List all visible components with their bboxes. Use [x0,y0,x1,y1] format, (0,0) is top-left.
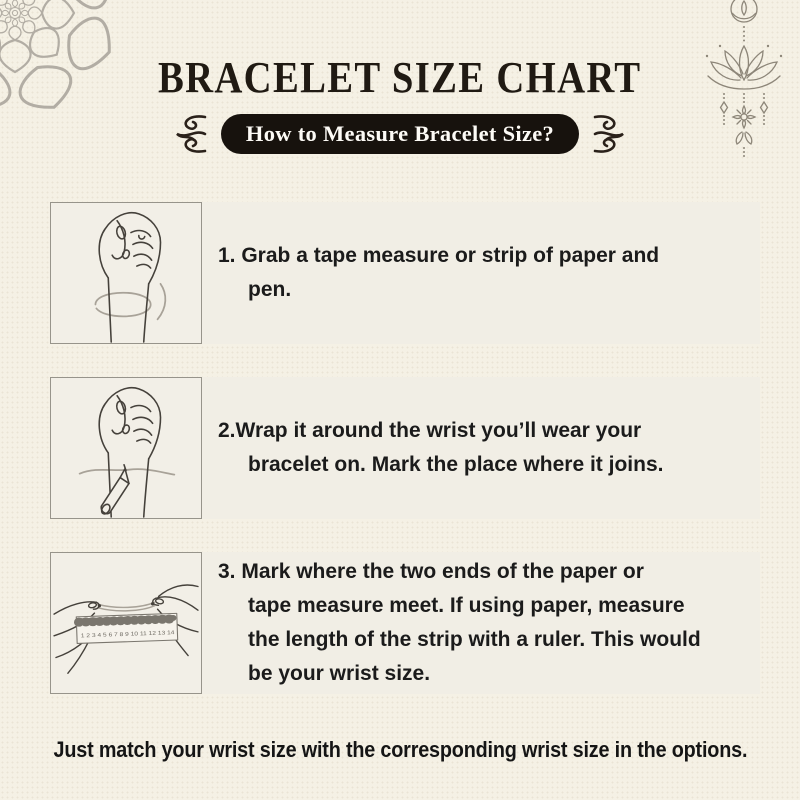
flourish-right-icon [592,112,626,156]
subtitle-row [0,112,800,156]
step-3-text [202,552,760,694]
fist-with-strip-icon [51,203,201,343]
step-3-line-3: the length of the strip with a ruler. This would [248,628,701,651]
step-3-line-4: be your wrist size. [248,662,431,685]
step-2-line-1: 2.Wrap it around the wrist you’ll wear your [218,419,642,442]
step-2-line-2: bracelet on. Mark the place where it joins. [248,453,664,476]
step-row-3 [50,552,760,694]
step-3-line-2: tape measure meet. If using paper, measure [248,594,685,617]
step-row-1 [50,202,760,344]
flourish-left-icon [174,112,208,156]
step-1-text [202,202,760,344]
ruler-numbers: 1 2 3 4 5 6 7 8 9 10 11 12 13 14 [80,630,159,640]
step-2-illustration [50,377,202,519]
fist-with-pen-icon [51,378,201,518]
footer-note: Just match your wrist size with the corresponding wrist size in the options. [53,737,747,762]
step-1-illustration [50,202,202,344]
step-2-text [202,377,760,519]
step-row-2 [50,377,760,519]
page-title: BRACELET SIZE CHART [158,53,642,102]
step-1-line-1: 1. Grab a tape measure or strip of paper and [218,244,660,267]
hands-with-ruler-icon [51,553,201,693]
steps-list [50,202,760,694]
step-3-line-1: 3. Mark where the two ends of the paper or [218,560,644,583]
step-3-illustration [50,552,202,694]
subtitle-badge: How to Measure Bracelet Size? [221,114,579,154]
step-1-line-2: pen. [248,278,292,301]
